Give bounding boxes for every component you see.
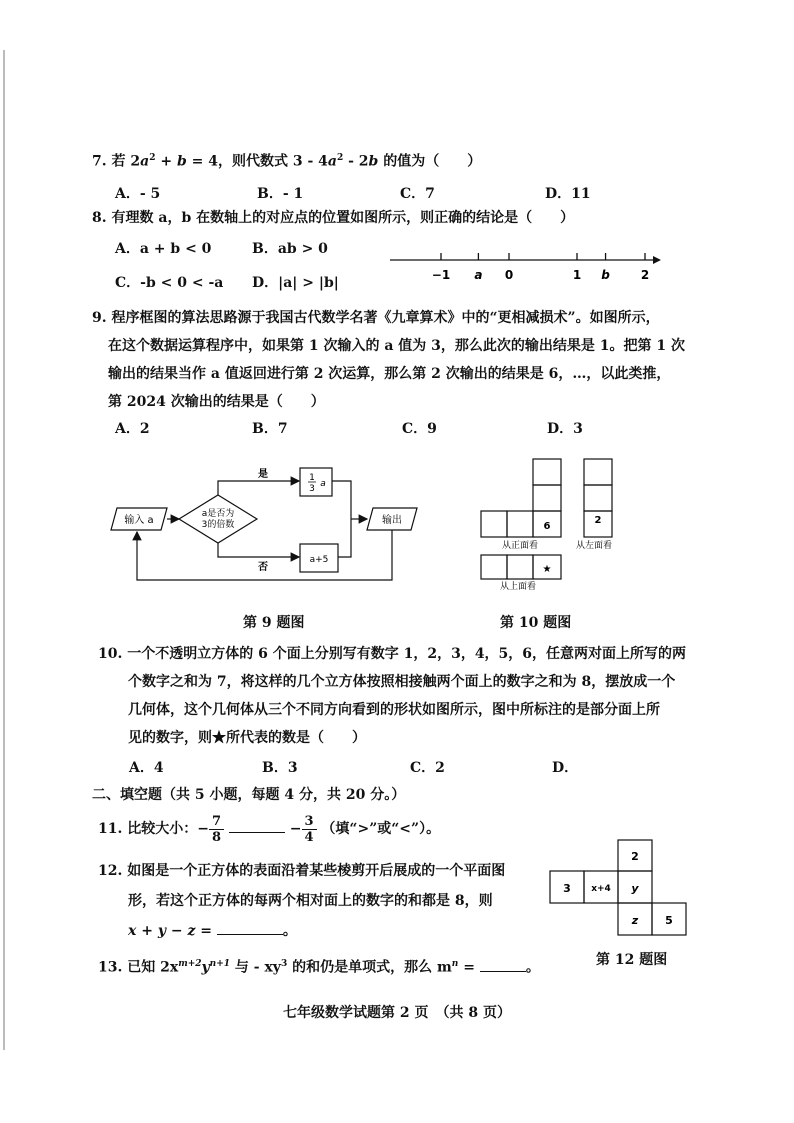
front-view-label: 从正面看	[502, 541, 539, 551]
q7-option-d: D．11	[545, 186, 591, 202]
q8-option-b: B．ab > 0	[252, 241, 328, 257]
svg-text:1: 1	[309, 473, 315, 483]
number-line-label: 1	[572, 268, 582, 282]
q10-number: 10.	[98, 646, 123, 662]
q9-figure-caption: 第 9 题图	[243, 615, 305, 631]
question-7: 7. 若 $2a^2 + b = 4$，则代数式 $3 - 4a^2 - 2b$ 的值为（ ）	[92, 153, 482, 170]
question-13: 13. 已知 $2x^{m+2}y^{n+1}$ 与 - $xy^3$ 的和仍是单项式，那么 $m^n$ = 。	[98, 950, 558, 982]
left-view-label: 从左面看	[576, 541, 613, 551]
svg-text:3的倍数: 3的倍数	[201, 520, 235, 530]
q9-option-b: B．7	[252, 421, 288, 437]
q7-option-b: B．- 1	[257, 186, 304, 202]
star-icon: ★	[542, 564, 552, 575]
number-line-arrow	[653, 256, 661, 264]
net-face-5: 5	[665, 914, 673, 927]
net-face-2: 2	[631, 850, 639, 863]
svg-text:输出: 输出	[382, 515, 402, 526]
q7-number: 7.	[92, 153, 107, 170]
q8-stem: 有理数 a，b 在数轴上的对应点的位置如图所示，则正确的结论是（ ）	[111, 210, 575, 226]
q10-options	[92, 757, 712, 783]
q9-number: 9.	[92, 310, 107, 326]
number-line-label: 0	[504, 268, 514, 282]
q9-option-d: D．3	[547, 421, 583, 437]
q11-answer-blank[interactable]	[229, 818, 285, 833]
q8-number-line	[385, 242, 665, 288]
front-view-number: 6	[543, 521, 551, 532]
q10-option-c: C．2	[410, 760, 445, 776]
svg-text:a是否为: a是否为	[201, 509, 235, 519]
net-face-3: 3	[563, 882, 571, 895]
q11-fraction-2: $\frac{3}{4}$	[302, 814, 317, 845]
top-view-label: 从上面看	[500, 582, 537, 592]
q12-number: 12.	[98, 863, 123, 879]
q9-flowchart	[105, 460, 435, 590]
q8-option-a: A．a + b < 0	[115, 241, 212, 257]
q12-answer-blank[interactable]	[217, 920, 283, 935]
q12-figure-caption: 第 12 题图	[596, 952, 668, 968]
q11-number: 11.	[98, 821, 123, 837]
question-12: 12. 如图是一个正方体的表面沿着某些棱剪开后展成的一个平面图 形，若这个正方体的每两个相对面上的数字的和都是 8，则 x + y − z = 。	[98, 863, 506, 939]
q8-option-d: D．|a| > |b|	[252, 275, 339, 291]
q10-cube-views	[478, 456, 648, 592]
q10-option-a: A．4	[129, 760, 164, 776]
q13-answer-blank[interactable]	[480, 957, 526, 972]
q9-option-a: A．2	[115, 421, 150, 437]
net-face-z: z	[631, 914, 639, 927]
flow-no-label: 否	[258, 562, 268, 573]
net-face-y: y	[631, 882, 639, 895]
number-line-label: 2	[640, 268, 650, 282]
svg-text:a: a	[320, 479, 326, 489]
question-8	[92, 204, 712, 232]
q10-figure-caption: 第 10 题图	[500, 615, 572, 631]
svg-text:3: 3	[309, 484, 315, 494]
q9-options	[92, 418, 712, 444]
flow-decision-diamond	[179, 495, 257, 543]
question-9: 9. 程序框图的算法思路源于我国古代数学名著《九章算术》中的“更相减损术”。如图所示， 在这个数据运算程序中，如果第 1 次输入的 a 值为 3，那么此次的输出结果是 1。把第 1 次 输出的结果当作 a 值返回进行第 2 次运算，那么第 2 次输出的结果是 6，…，以此类推， 第 2024 次输出的结果是（ ）	[92, 310, 686, 410]
question-11: 11. 比较大小：− $\frac{7}{8}$ − $\frac{3}{4}$ （填“>”或“<”）。	[98, 813, 441, 845]
svg-text:a+5: a+5	[309, 555, 329, 565]
net-face-x4: x+4	[591, 884, 611, 894]
q10-option-d: D．	[552, 760, 579, 776]
flow-yes-label: 是	[258, 469, 268, 480]
section-2-heading: 二、填空题（共 5 小题，每题 4 分，共 20 分。）	[92, 787, 406, 803]
left-view-number: 2	[594, 515, 602, 526]
svg-text:输入 a: 输入 a	[124, 515, 154, 526]
number-line-label: b	[601, 268, 610, 282]
q11-fraction-1: $\frac{7}{8}$	[209, 814, 224, 845]
q9-option-c: C．9	[402, 421, 437, 437]
q8-option-c: C．-b < 0 < -a	[115, 275, 224, 291]
q13-number: 13.	[98, 959, 123, 976]
q10-option-b: B．3	[262, 760, 298, 776]
q7-option-c: C．7	[400, 186, 435, 202]
q12-cube-net	[548, 838, 693, 940]
number-line-label: −1	[431, 268, 451, 282]
question-10: 10. 一个不透明立方体的 6 个面上分别写有数字 1，2，3，4，5，6，任意两对面上所写的两 个数字之和为 7，将这样的几个立方体按照相接触两个面上的数字之和为 8，摆放成一个 几何体，这个几何体从三个不同方向看到的形状如图所示，图中所标注的是部分面上所 见的数字，则★所代表的数是（ ）	[98, 646, 687, 746]
page-footer: 七年级数学试题第 2 页 （共 8 页）	[283, 1005, 511, 1021]
number-line-label: a	[474, 268, 483, 282]
q7-option-a: A．- 5	[115, 186, 161, 202]
q8-number: 8.	[92, 210, 107, 226]
page-edge-rule	[3, 50, 5, 1050]
